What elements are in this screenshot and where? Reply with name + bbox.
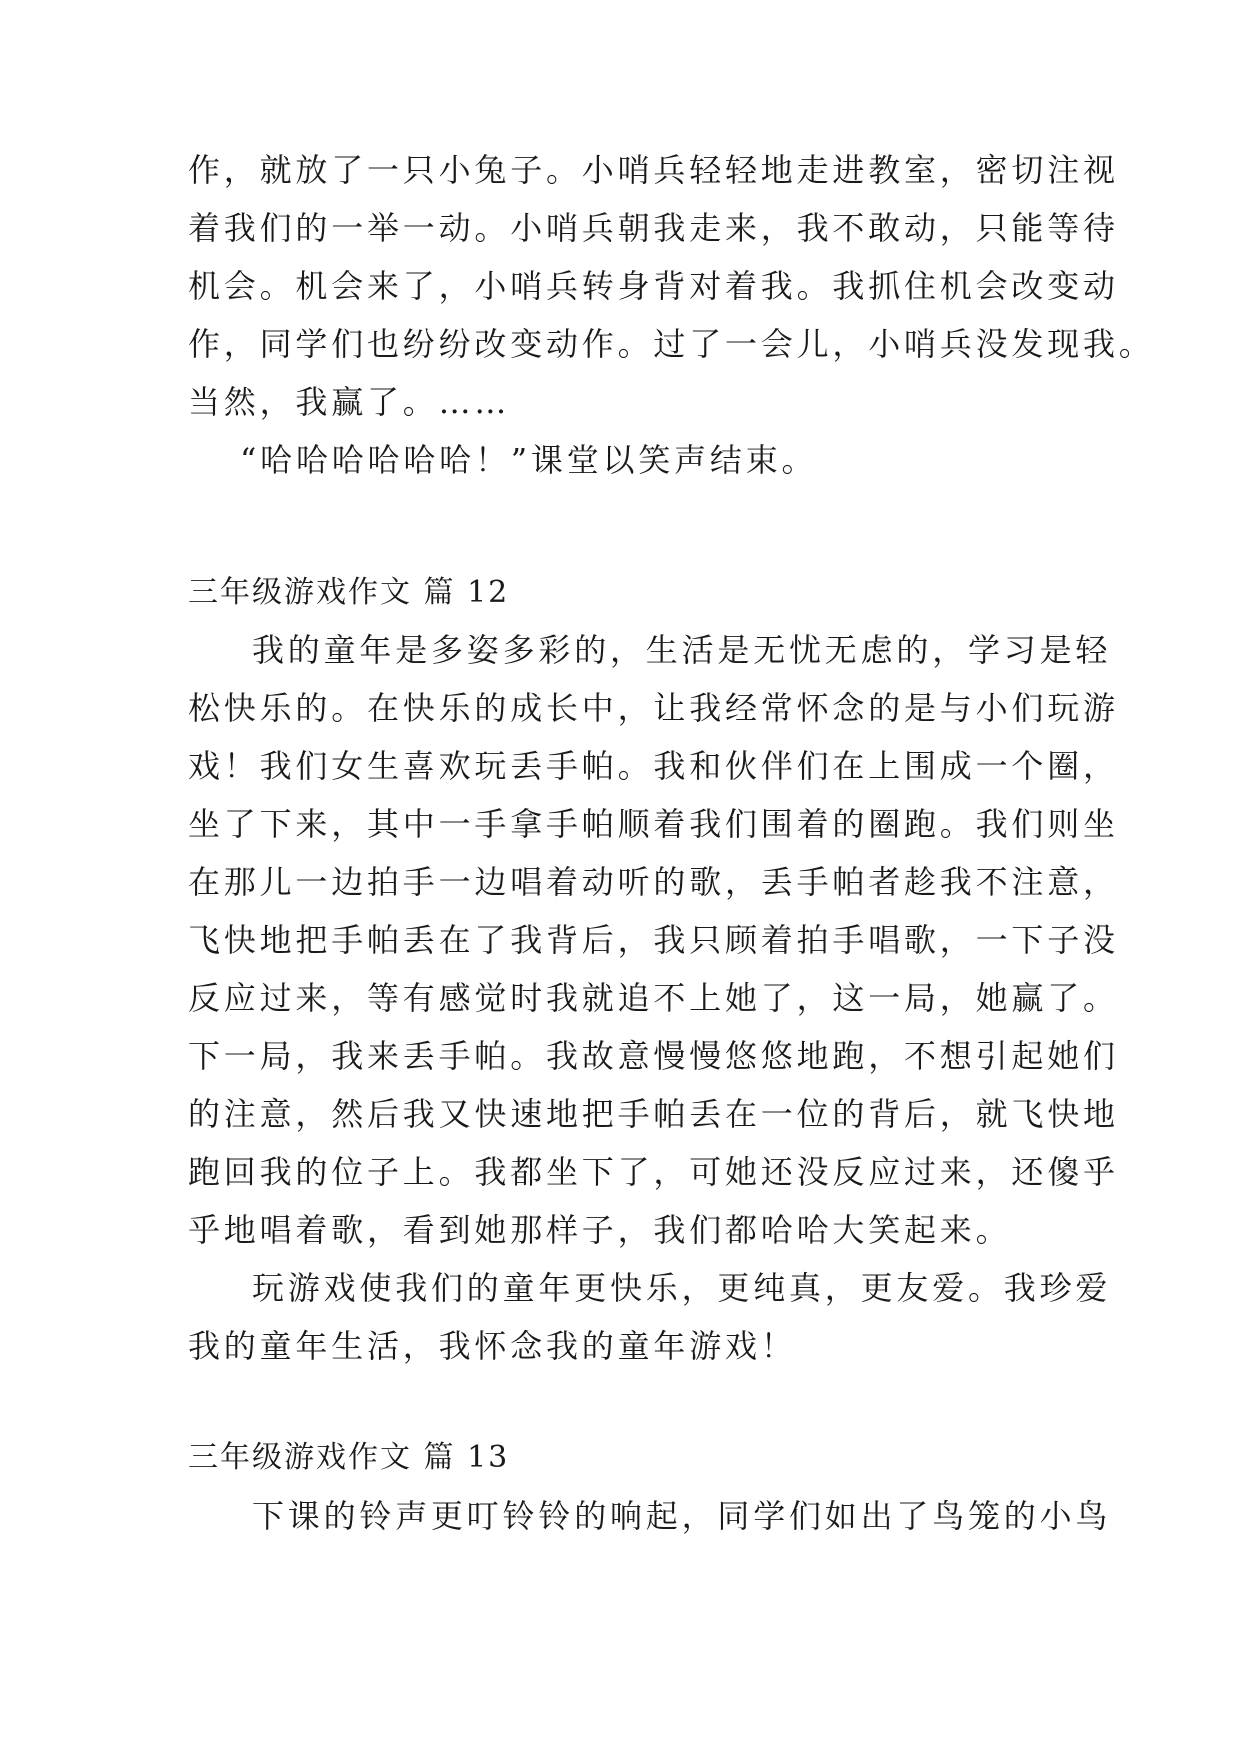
paragraph-line: 当然，我赢了。……	[188, 383, 511, 421]
paragraph-line: 下课的铃声更叮铃铃的响起，同学们如出了鸟笼的小鸟	[252, 1497, 1112, 1535]
paragraph-line: 反应过来，等有感觉时我就追不上她了，这一局，她赢了。	[188, 979, 1119, 1017]
paragraph-line: 我的童年生活，我怀念我的童年游戏！	[188, 1327, 797, 1365]
paragraph-line: 我的童年是多姿多彩的，生活是无忧无虑的，学习是轻	[252, 631, 1112, 669]
paragraph-line: 在那儿一边拍手一边唱着动听的歌，丢手帕者趁我不注意，	[188, 863, 1119, 901]
paragraph-line: 松快乐的。在快乐的成长中，让我经常怀念的是与小们玩游	[188, 689, 1119, 727]
paragraph-line: 机会。机会来了，小哨兵转身背对着我。我抓住机会改变动	[188, 267, 1119, 305]
section-heading: 三年级游戏作文 篇 13	[188, 1440, 510, 1475]
paragraph-line: “哈哈哈哈哈哈！”课堂以笑声结束。	[240, 441, 818, 479]
paragraph-line: 作，同学们也纷纷改变动作。过了一会儿，小哨兵没发现我。	[188, 325, 1155, 363]
paragraph-line: 跑回我的位子上。我都坐下了，可她还没反应过来，还傻乎	[188, 1153, 1119, 1191]
paragraph-line: 着我们的一举一动。小哨兵朝我走来，我不敢动，只能等待	[188, 209, 1119, 247]
paragraph-line: 作，就放了一只小兔子。小哨兵轻轻地走进教室，密切注视	[188, 151, 1119, 189]
paragraph-line: 乎地唱着歌，看到她那样子，我们都哈哈大笑起来。	[188, 1211, 1012, 1249]
paragraph-line: 玩游戏使我们的童年更快乐，更纯真，更友爱。我珍爱	[252, 1269, 1112, 1307]
paragraph-line: 下一局，我来丢手帕。我故意慢慢悠悠地跑，不想引起她们	[188, 1037, 1119, 1075]
paragraph-line: 的注意，然后我又快速地把手帕丢在一位的背后，就飞快地	[188, 1095, 1119, 1133]
section-heading: 三年级游戏作文 篇 12	[188, 575, 510, 610]
paragraph-line: 飞快地把手帕丢在了我背后，我只顾着拍手唱歌，一下子没	[188, 921, 1119, 959]
paragraph-line: 坐了下来，其中一手拿手帕顺着我们围着的圈跑。我们则坐	[188, 805, 1119, 843]
paragraph-line: 戏！我们女生喜欢玩丢手帕。我和伙伴们在上围成一个圈，	[188, 747, 1119, 785]
